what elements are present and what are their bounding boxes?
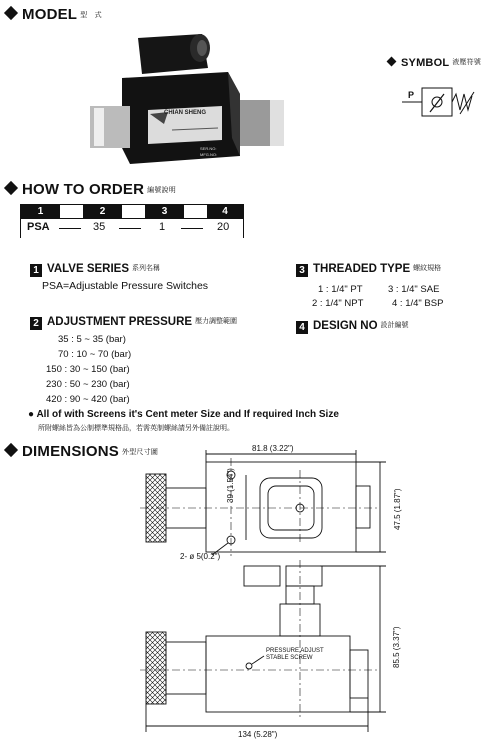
order-title: HOW TO ORDER [22,181,145,198]
section-title: DESIGN NO [313,320,378,332]
order-value-3: 1 [159,221,166,233]
pressure-row: 150 : 30 ~ 150 (bar) [46,364,130,375]
order-cn: 編號說明 [147,187,176,194]
order-col-3: 3 [145,205,184,218]
thread-option: 4 : 1/4" BSP [392,298,444,309]
dim-height-top: 47.5 (1.87") [393,488,402,530]
dim-hole-spacing: 39 (1.54") [226,468,235,503]
thread-option: 1 : 1/4" PT [318,284,363,295]
pressure-row: 420 : 90 ~ 420 (bar) [46,394,130,405]
section-title: THREADED TYPE [313,263,411,275]
section-cn: 設計編號 [380,322,409,329]
label-ser: SER.NO: [200,146,217,151]
label-brand: CHIAN SHENG [164,110,207,116]
pressure-row: 230 : 50 ~ 230 (bar) [46,379,130,390]
symbol-title: SYMBOL [401,57,450,69]
order-col-4: 4 [207,205,243,218]
section-number: 3 [296,264,308,277]
section-title: ADJUSTMENT PRESSURE [47,316,193,328]
section-title: VALVE SERIES [47,263,130,275]
section-number: 1 [30,264,42,277]
dim-width-top: 81.8 (3.22") [252,444,294,453]
bullet-icon: ● [28,409,37,420]
dimensions-title: DIMENSIONS [22,443,120,460]
thread-option: 3 : 1/4" SAE [388,284,440,295]
size-note-en: All of with Screens it's Cent meter Size and If required Inch Size [36,409,339,420]
order-value-2: 35 [93,221,106,233]
order-value-1: PSA [27,221,50,233]
section-cn: 壓力調整範圍 [195,318,238,325]
section-cn: 系列名稱 [132,265,161,272]
order-col-1: 1 [21,205,60,218]
model-title: MODEL [22,6,78,23]
section-number: 4 [296,321,308,334]
valve-series-text: PSA=Adjustable Pressure Switches [42,280,209,292]
adjust-note-line2: STABLE SCREW [266,655,313,661]
section-number: 2 [30,317,42,330]
order-col-2: 2 [83,205,122,218]
thread-option: 2 : 1/4" NPT [312,298,364,309]
symbol-port-label: P [408,90,415,100]
pressure-row: 35 : 5 ~ 35 (bar) [58,334,126,345]
dimensions-cn: 外型尺寸圖 [122,449,159,456]
symbol-cn: 液壓符號 [452,59,482,66]
section-cn: 螺紋規格 [413,265,442,272]
adjust-note-line1: PRESSURE ADJUST [266,648,324,654]
dim-length: 134 (5.28") [238,730,278,739]
dim-height-side: 85.5 (3.37") [392,626,401,668]
model-cn: 型 式 [80,12,102,19]
order-value-4: 20 [217,221,230,233]
pressure-row: 70 : 10 ~ 70 (bar) [58,349,132,360]
label-mfg: MFG.NO: [200,152,218,157]
size-note-cn: 所附螺絲皆為公制標準規格品，若需英制螺絲請另外備註說明。 [38,425,234,432]
dim-holes: 2- ø 5(0.2") [180,552,221,561]
